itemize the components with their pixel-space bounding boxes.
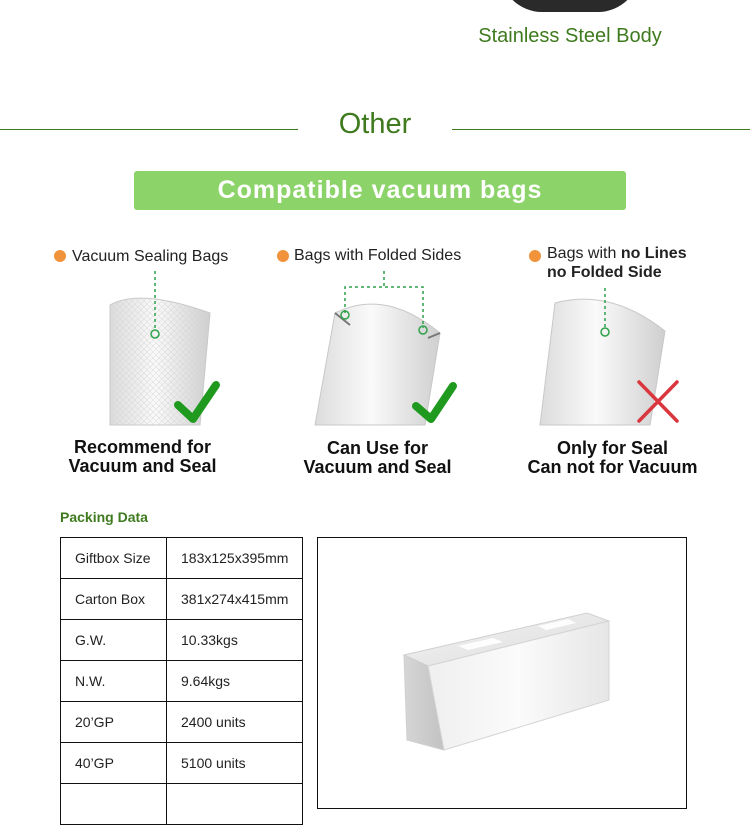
table-row [61,538,303,579]
verdict-line: Can Use for [326,438,429,458]
verdict-line: Can not for Vacuum [527,457,698,477]
no-lines-bag-image [540,288,665,425]
option-label-folded-sides: Bags with Folded Sides [294,247,462,264]
product-image-bottom [500,0,640,12]
row-value: 5100 units [167,743,303,784]
option-label-emphasis: no Lines [620,245,687,262]
table-row [61,661,303,702]
option-label-prefix: Bags with [547,245,621,262]
table-row [61,743,303,784]
row-label [61,784,167,825]
compatible-bags-banner: Compatible vacuum bags [134,171,626,210]
table-row [61,579,303,620]
verdict-line: Recommend for [73,437,212,457]
row-label: 20’GP [61,702,167,743]
product-caption: Stainless Steel Body [478,25,662,47]
verdict-seal-only [520,439,705,477]
table-row [61,620,303,661]
verdict-can-use [280,439,475,477]
row-label: N.W. [61,661,167,702]
folded-sides-bag-image [315,271,440,425]
bullet-dot [54,250,66,262]
packing-data-table [60,537,303,825]
section-title: Other [338,108,412,140]
row-value: 381x274x415mm [167,579,303,620]
divider-right [452,129,750,130]
verdict-line: Only for Seal [556,438,669,458]
option-label-no-lines [547,244,687,282]
verdict-recommend [45,438,240,476]
carton-box-image [318,538,686,808]
table-row [61,702,303,743]
row-label: Giftbox Size [61,538,167,579]
row-value [167,784,303,825]
verdict-line: Vacuum and Seal [68,456,217,476]
verdict-line: Vacuum and Seal [303,457,452,477]
row-value: 9.64kgs [167,661,303,702]
row-value: 183x125x395mm [167,538,303,579]
option-label-sealing-bags: Vacuum Sealing Bags [72,248,229,265]
table-row [61,784,303,825]
bullet-dot [529,250,541,262]
divider-left [0,129,298,130]
row-label: 40’GP [61,743,167,784]
row-label: Carton Box [61,579,167,620]
carton-box-image-frame [317,537,687,809]
vacuum-sealing-bag-image [110,271,210,425]
packing-data-title: Packing Data [60,509,148,525]
option-label-line2: no Folded Side [547,264,662,281]
row-value: 10.33kgs [167,620,303,661]
bullet-dot [277,250,289,262]
row-value: 2400 units [167,702,303,743]
row-label: G.W. [61,620,167,661]
